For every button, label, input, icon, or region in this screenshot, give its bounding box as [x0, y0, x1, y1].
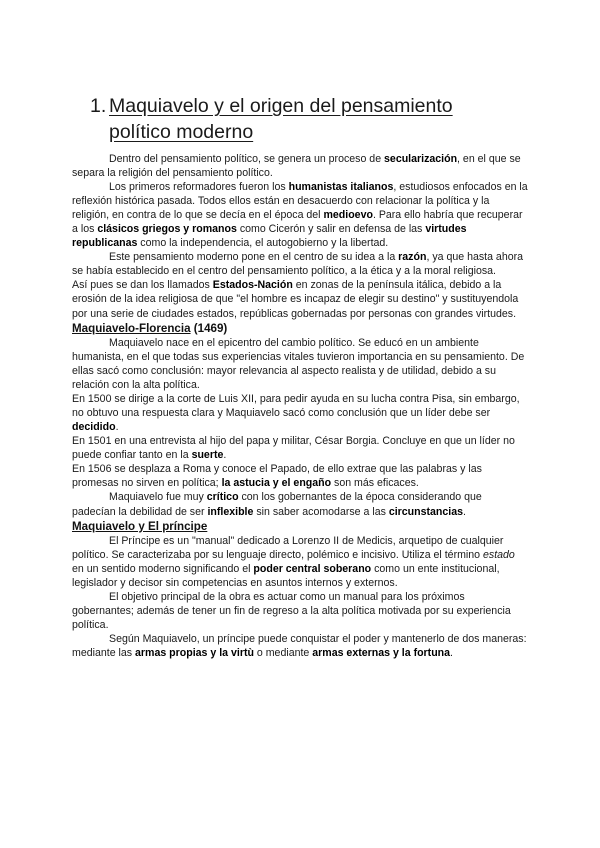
paragraph: Este pensamiento moderno pone en el centro de su idea a la razón, ya que hasta ahora se había establecido en el centro del pensamiento político, a la ética y a la moral religiosa. — [72, 251, 524, 278]
page-title — [90, 93, 510, 145]
paragraph: Maquiavelo fue muy crítico con los gobernantes de la época considerando que padecían la debilidad de ser inflexible sin saber acomodarse a las circunstancias. — [72, 491, 482, 518]
section-florencia-body — [72, 336, 528, 519]
title-line-1: Maquiavelo y el origen del pensamiento — [109, 95, 453, 117]
paragraph: En 1506 se desplaza a Roma y conoce el Papado, de ello extrae que las palabras y las promesas no sirven en política; la astucia y el engaño son más eficaces. — [72, 463, 482, 490]
paragraph: El objetivo principal de la obra es actuar como un manual para los próximos gobernantes; además de tener un fin de regreso a la alta política motivada por su experiencia política. — [72, 591, 511, 632]
paragraph: Según Maquiavelo, un príncipe puede conquistar el poder y mantenerlo de dos maneras: mediante las armas propias y la virtù o mediante armas externas y la fortuna. — [72, 633, 527, 660]
intro-section — [72, 152, 528, 321]
paragraph: En 1500 se dirige a la corte de Luis XII, para pedir ayuda en su lucha contra Pisa, sin embargo, no obtuvo una respuesta clara y Maquiavelo sacó como conclusión que un líder debe ser decidido. — [72, 393, 520, 434]
paragraph: Los primeros reformadores fueron los humanistas italianos, estudiosos enfocados en la reflexión histórica pasada. Todos ellos están en desacuerdo con relacionar la política y la religión, en contra de lo que se decía en el época del medioevo. Para ello habría que recuperar a los clásicos griegos y romanos como Cicerón y salir en defensa de las virtudes republicanas como la independencia, el autogobierno y la libertad. — [72, 181, 528, 250]
title-number: 1. — [90, 95, 107, 117]
document-body — [72, 152, 528, 660]
section-heading-principe: Maquiavelo y El príncipe — [72, 519, 208, 533]
section-heading-florencia: Maquiavelo-Florencia (1469) — [72, 321, 228, 335]
paragraph: Así pues se dan los llamados Estados-Nación en zonas de la península itálica, debido a la erosión de la idea religiosa de que "el hombre es incapaz de elegir su destino" y sustituyendola por una serie de ciudades estados, repúblicas gobernadas por personas con grandes virtudes. — [72, 279, 519, 320]
paragraph: Maquiavelo nace en el epicentro del cambio político. Se educó en un ambiente humanista, en el que todas sus experiencias vitales tuvieron importancia en su pensamiento. De ellas sacó como conclusión: mayor relevancia al aspecto realista y de utilidad, debido a su relación con la alta política. — [72, 336, 525, 392]
paragraph: En 1501 en una entrevista al hijo del papa y militar, César Borgia. Concluye en que un líder no puede confiar tanto en la suerte. — [72, 435, 515, 462]
section-principe-body — [72, 534, 528, 660]
paragraph: Dentro del pensamiento político, se genera un proceso de secularización, en el que se separa la religión del pensamiento político. — [72, 153, 521, 180]
paragraph: El Príncipe es un "manual" dedicado a Lorenzo II de Medicis, arquetipo de cualquier político. Se caracterizaba por su lenguaje directo, polémico e incisivo. Utiliza el término estado en un sentido moderno significando el poder central soberano como un ente institucional, legislador y decisor sin competencias en asuntos internos y externos. — [72, 534, 515, 590]
title-line-2: político moderno — [109, 121, 254, 143]
